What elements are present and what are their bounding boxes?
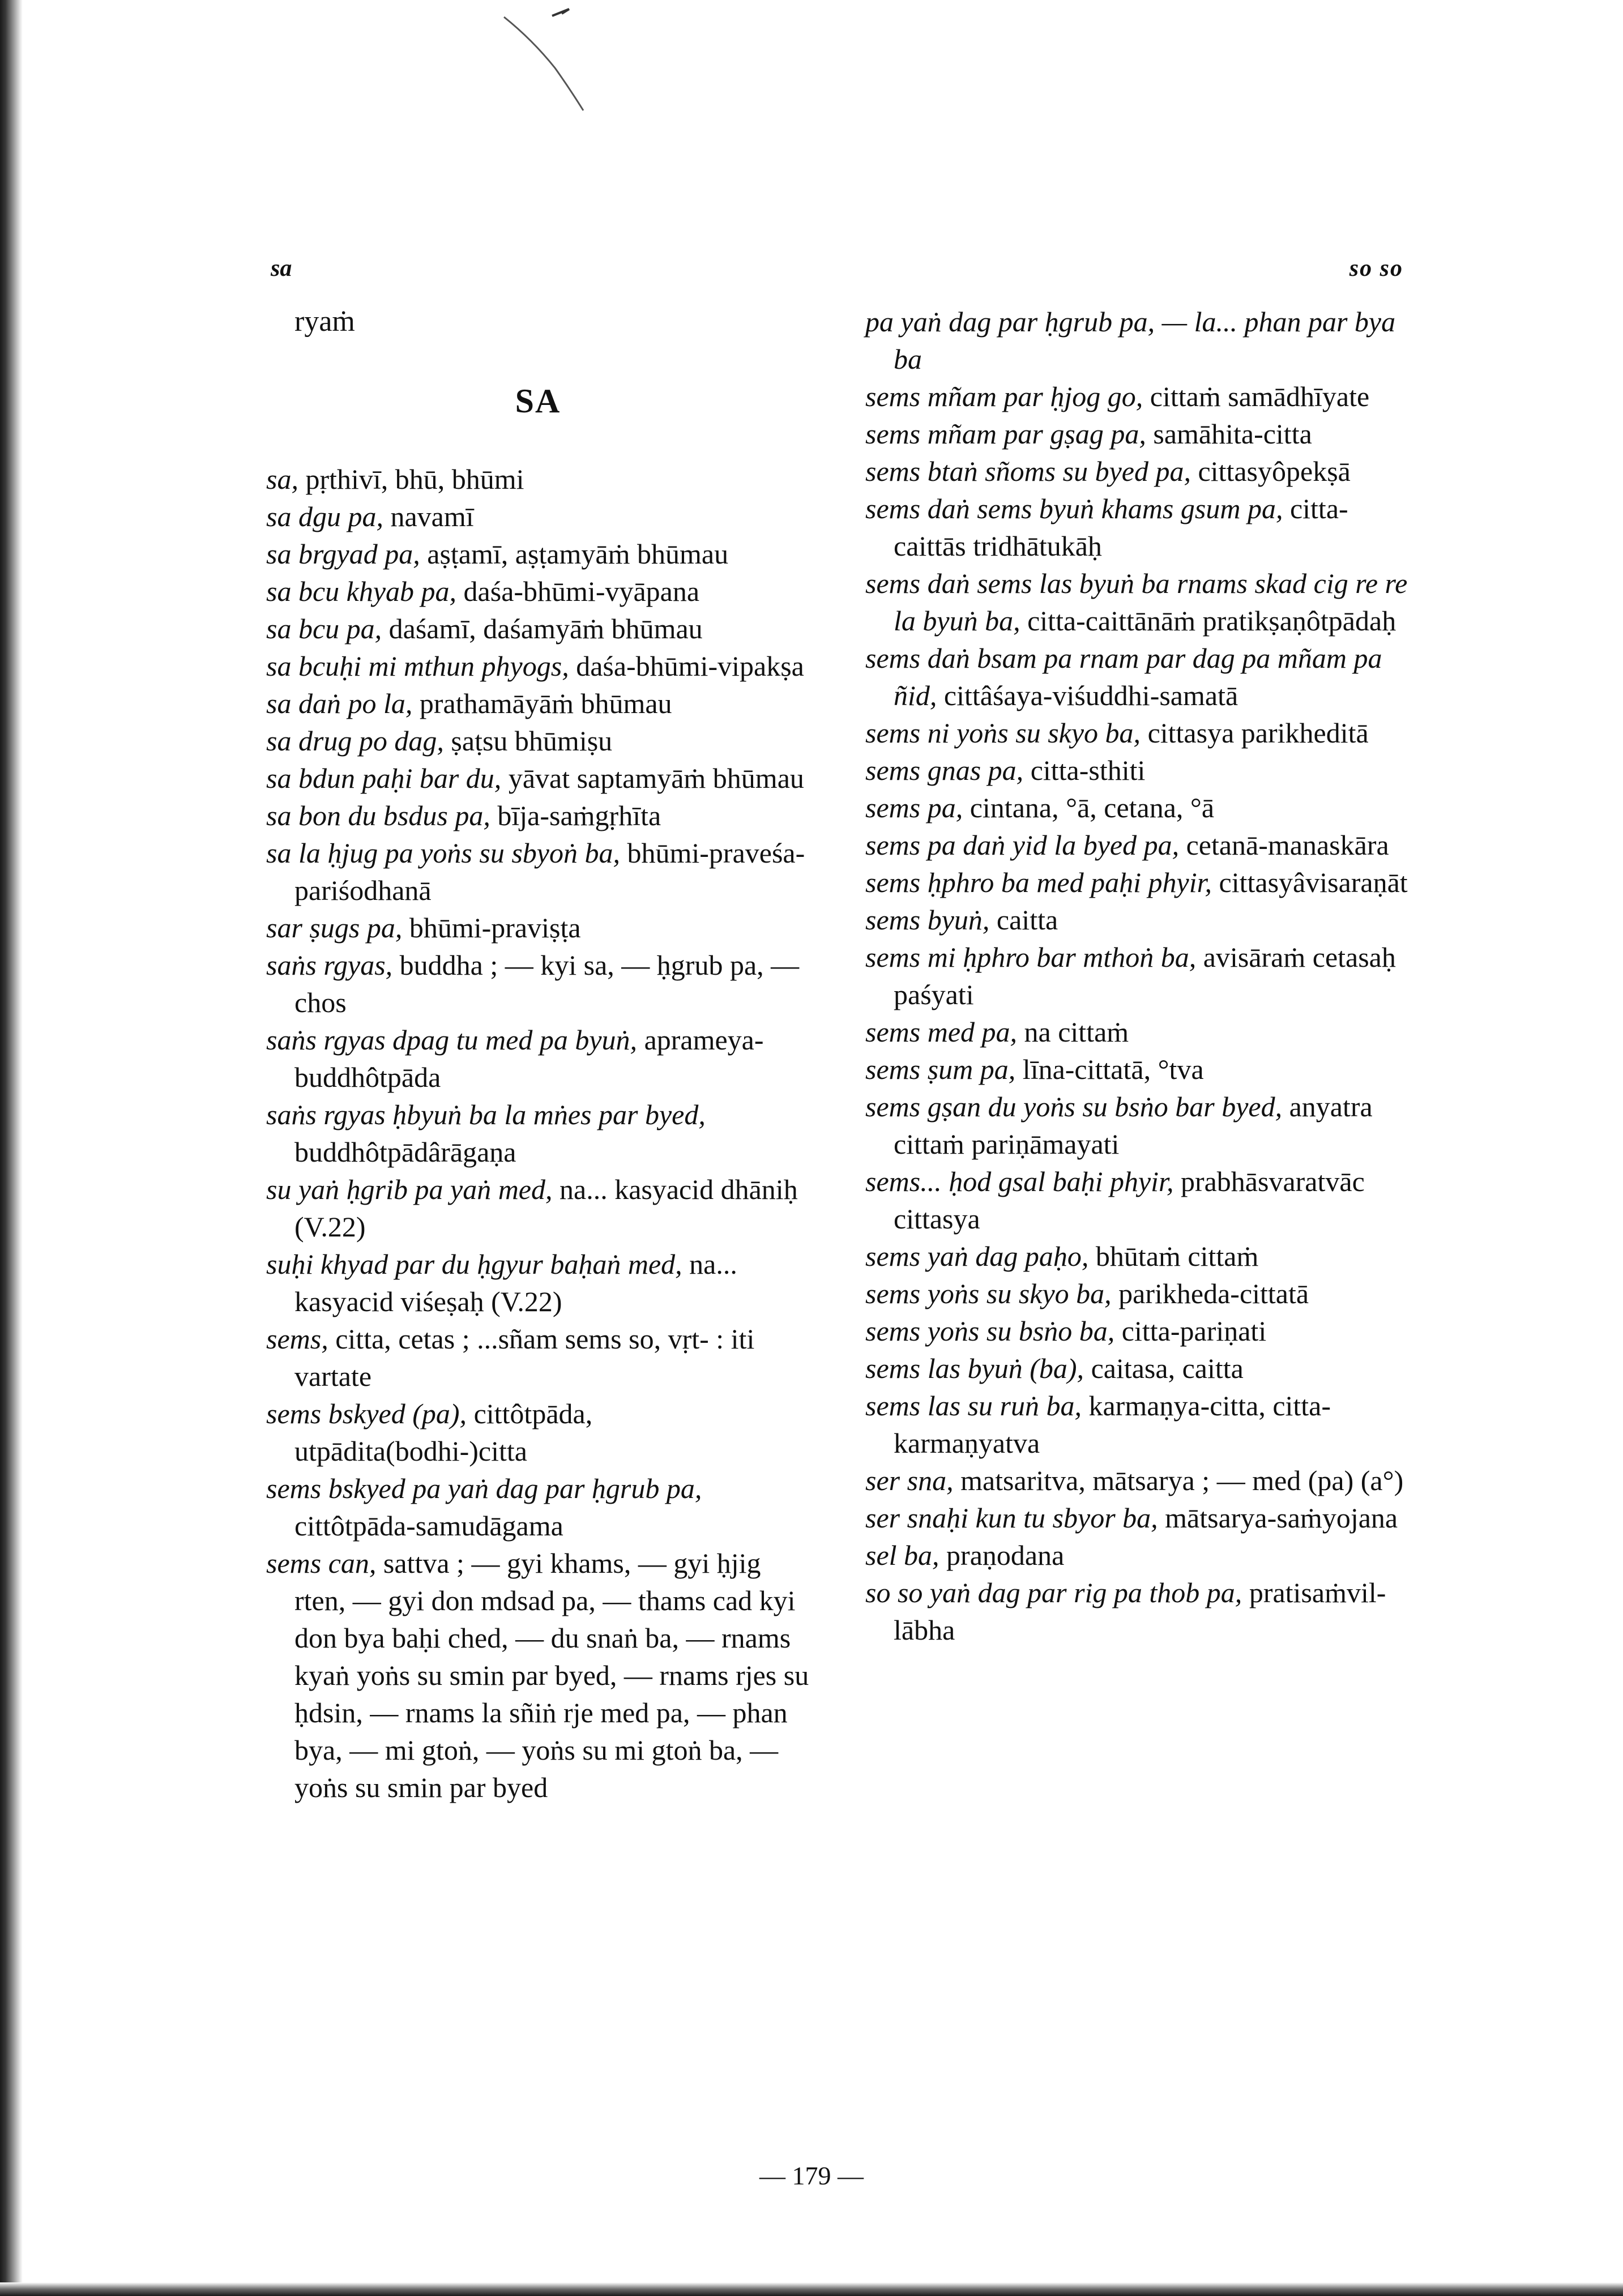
dictionary-entry bbox=[266, 647, 810, 685]
dictionary-entry bbox=[865, 864, 1409, 901]
tibetan-term: ser sna, bbox=[865, 1465, 954, 1496]
left-entry-list bbox=[266, 460, 810, 1806]
tibetan-term: sems med pa, bbox=[865, 1016, 1018, 1048]
sanskrit-equivalent: buddhôtpādârāgaṇa bbox=[294, 1136, 516, 1168]
sanskrit-equivalent: cetanā-manaskāra bbox=[1186, 829, 1389, 861]
tibetan-term: sems gṣan du yoṅs su bsṅo bar byed, bbox=[865, 1091, 1283, 1123]
dictionary-entry bbox=[266, 909, 810, 946]
tibetan-term: sa brgyad pa, bbox=[266, 538, 420, 570]
sanskrit-equivalent: avisāraṁ cetasaḥ paśyati bbox=[894, 941, 1396, 1010]
dictionary-entry bbox=[865, 1387, 1409, 1462]
dictionary-entry bbox=[266, 573, 810, 610]
tibetan-term: ser snaḥi kun tu sbyor ba, bbox=[865, 1502, 1158, 1534]
tibetan-term: sems ṣum pa, bbox=[865, 1053, 1016, 1085]
dictionary-entry bbox=[865, 415, 1409, 453]
running-head-right: so so bbox=[1349, 255, 1403, 281]
dictionary-entry bbox=[865, 1163, 1409, 1237]
sanskrit-equivalent: citta-caittānāṁ pratikṣaṇôtpādaḥ bbox=[1027, 605, 1396, 637]
running-head-left: sa bbox=[271, 255, 292, 281]
scan-edge-left bbox=[0, 0, 23, 2296]
tibetan-term: sems yoṅs su bsṅo ba, bbox=[865, 1315, 1115, 1347]
tibetan-term: so so yaṅ dag par rig pa thob pa, bbox=[865, 1577, 1242, 1608]
sanskrit-equivalent: pratisaṁvil-lābha bbox=[894, 1577, 1386, 1646]
tibetan-term: sa bcu pa, bbox=[266, 613, 382, 645]
dictionary-entry bbox=[266, 722, 810, 759]
tibetan-term: sems ḥphro ba med paḥi phyir, bbox=[865, 867, 1212, 898]
dictionary-entry bbox=[865, 303, 1409, 378]
tibetan-term: sems mñam par ḥjog go, bbox=[865, 381, 1143, 412]
sanskrit-equivalent: daśa-bhūmi-vipakṣa bbox=[576, 650, 804, 682]
dictionary-entry bbox=[266, 1395, 810, 1470]
tibetan-term: sems btaṅ sñoms su byed pa, bbox=[865, 455, 1191, 487]
dictionary-entry bbox=[865, 1537, 1409, 1574]
dictionary-entry bbox=[865, 1574, 1409, 1649]
pencil-mark bbox=[498, 6, 623, 113]
dictionary-entry bbox=[865, 453, 1409, 490]
dictionary-entry bbox=[266, 797, 810, 834]
sanskrit-equivalent: caitta bbox=[996, 904, 1058, 936]
dictionary-entry bbox=[266, 1096, 810, 1171]
tibetan-term: sa drug po dag, bbox=[266, 725, 444, 757]
sanskrit-equivalent: prabhāsvaratvāc cittasya bbox=[894, 1166, 1365, 1235]
dictionary-entry bbox=[865, 1237, 1409, 1275]
tibetan-term: sems yaṅ dag paḥo, bbox=[865, 1240, 1089, 1272]
dictionary-entry bbox=[266, 1470, 810, 1544]
sanskrit-equivalent: cittôtpāda-samudāgama bbox=[294, 1510, 563, 1542]
sanskrit-equivalent: ṣaṭsu bhūmiṣu bbox=[451, 725, 613, 757]
dictionary-entry bbox=[266, 498, 810, 535]
sanskrit-equivalent: cintana, °ā, cetana, °ā bbox=[969, 792, 1215, 823]
sanskrit-equivalent: mātsarya-saṁyojana bbox=[1165, 1502, 1398, 1534]
sanskrit-equivalent: līna-cittatā, °tva bbox=[1022, 1053, 1204, 1085]
dictionary-entry bbox=[266, 1245, 810, 1320]
sanskrit-equivalent: yāvat saptamyāṁ bhūmau bbox=[508, 762, 804, 794]
sanskrit-equivalent: parikheda-cittatā bbox=[1118, 1278, 1309, 1309]
section-heading: SA bbox=[515, 382, 561, 420]
dictionary-entry bbox=[266, 1021, 810, 1096]
tibetan-term: sa bon du bsdus pa, bbox=[266, 800, 490, 831]
dictionary-entry bbox=[266, 610, 810, 647]
dictionary-entry bbox=[266, 1171, 810, 1245]
sanskrit-equivalent: bhūtaṁ cittaṁ bbox=[1095, 1240, 1259, 1272]
sanskrit-equivalent: aprameya-buddhôtpāda bbox=[294, 1024, 764, 1093]
sanskrit-equivalent: daśa-bhūmi-vyāpana bbox=[463, 575, 700, 607]
dictionary-entry bbox=[865, 1499, 1409, 1537]
tibetan-term: sel ba, bbox=[865, 1539, 939, 1571]
sanskrit-equivalent: aṣṭamī, aṣṭamyāṁ bhūmau bbox=[427, 538, 729, 570]
tibetan-term: sa bcu khyab pa, bbox=[266, 575, 457, 607]
sanskrit-equivalent: na... kasyacid dhāniḥ (V.22) bbox=[294, 1173, 798, 1243]
sanskrit-equivalent: bīja-saṁgṛhīta bbox=[497, 800, 661, 831]
sanskrit-equivalent: praṇodana bbox=[946, 1539, 1065, 1571]
sanskrit-equivalent: cittasyâvisaraṇāt bbox=[1219, 867, 1408, 898]
dictionary-entry bbox=[266, 460, 810, 498]
sanskrit-equivalent: cittasya parikheditā bbox=[1147, 717, 1369, 749]
tibetan-term: sa daṅ po la, bbox=[266, 688, 413, 719]
sanskrit-equivalent: navamī bbox=[390, 501, 474, 532]
tibetan-term: su yaṅ ḥgrib pa yaṅ med, bbox=[266, 1173, 553, 1205]
sanskrit-equivalent: samāhita-citta bbox=[1153, 418, 1312, 450]
sanskrit-equivalent: buddha ; — kyi sa, — ḥgrub pa, — chos bbox=[294, 949, 800, 1018]
tibetan-term: pa yaṅ dag par ḥgrub pa, — la... phan par bya ba bbox=[865, 306, 1396, 375]
dictionary-entry bbox=[865, 1051, 1409, 1088]
dictionary-entry bbox=[266, 946, 810, 1021]
dictionary-entry bbox=[266, 535, 810, 573]
scan-edge-bottom bbox=[0, 2282, 1623, 2296]
sanskrit-equivalent: caitasa, caitta bbox=[1091, 1352, 1244, 1384]
dictionary-entry bbox=[865, 565, 1409, 639]
page-number: — 179 — bbox=[759, 2161, 864, 2190]
dictionary-entry bbox=[865, 826, 1409, 864]
dictionary-entry bbox=[865, 938, 1409, 1013]
tibetan-term: sa dgu pa, bbox=[266, 501, 383, 532]
sanskrit-equivalent: anyatra cittaṁ pariṇāmayati bbox=[894, 1091, 1373, 1160]
tibetan-term: sems gnas pa, bbox=[865, 754, 1024, 786]
tibetan-term: sems bskyed pa yaṅ dag par ḥgrub pa, bbox=[266, 1473, 702, 1504]
tibetan-term: sems... ḥod gsal baḥi phyir, bbox=[865, 1166, 1174, 1197]
tibetan-term: sems daṅ sems las byuṅ ba rnams skad cig re re la byuṅ ba, bbox=[865, 567, 1408, 637]
tibetan-term: sems byuṅ, bbox=[865, 904, 990, 936]
tibetan-term: saṅs rgyas dpag tu med pa byuṅ, bbox=[266, 1024, 638, 1056]
left-column bbox=[266, 303, 810, 1806]
sanskrit-equivalent: na... kasyacid viśeṣaḥ (V.22) bbox=[294, 1248, 737, 1317]
dictionary-entry bbox=[865, 1350, 1409, 1387]
sanskrit-equivalent: na cittaṁ bbox=[1024, 1016, 1129, 1048]
dictionary-entry bbox=[865, 1088, 1409, 1163]
tibetan-term: sa bdun paḥi bar du, bbox=[266, 762, 502, 794]
sanskrit-equivalent: daśamī, daśamyāṁ bhūmau bbox=[388, 613, 703, 645]
sanskrit-equivalent: bhūmi-praveśa-pariśodhanā bbox=[294, 837, 805, 906]
dictionary-entry bbox=[865, 1462, 1409, 1499]
dictionary-entry bbox=[266, 1320, 810, 1395]
sanskrit-equivalent: cittôtpāda, utpādita(bodhi-)citta bbox=[294, 1398, 593, 1467]
sanskrit-equivalent: citta, cetas ; ...sñam sems so, vṛt- : iti vartate bbox=[294, 1323, 755, 1392]
right-column bbox=[865, 303, 1409, 1649]
tibetan-term: saṅs rgyas, bbox=[266, 949, 393, 981]
tibetan-term: sa bcuḥi mi mthun phyogs, bbox=[266, 650, 569, 682]
dictionary-entry bbox=[865, 752, 1409, 789]
tibetan-term: sa la ḥjug pa yoṅs su sbyoṅ ba, bbox=[266, 837, 620, 869]
tibetan-term: sems daṅ sems byuṅ khams gsum pa, bbox=[865, 493, 1283, 524]
tibetan-term: sar ṣugs pa, bbox=[266, 912, 403, 944]
tibetan-term: sems mñam par gṣag pa, bbox=[865, 418, 1146, 450]
tibetan-term: sems daṅ bsam pa rnam par dag pa mñam pa ñid, bbox=[865, 642, 1382, 711]
dictionary-entry bbox=[865, 378, 1409, 415]
sanskrit-equivalent: citta-sthiti bbox=[1030, 754, 1146, 786]
sanskrit-equivalent: cittâśaya-viśuddhi-samatā bbox=[943, 680, 1238, 711]
tibetan-term: sems pa, bbox=[865, 792, 963, 823]
tibetan-term: suḥi khyad par du ḥgyur baḥaṅ med, bbox=[266, 1248, 682, 1280]
dictionary-entry bbox=[865, 714, 1409, 752]
dictionary-entry bbox=[865, 789, 1409, 826]
dictionary-entry bbox=[266, 685, 810, 722]
tibetan-term: sems mi ḥphro bar mthoṅ ba, bbox=[865, 941, 1197, 973]
right-entry-list bbox=[865, 303, 1409, 1649]
dictionary-entry bbox=[266, 1544, 810, 1806]
dictionary-entry bbox=[865, 1275, 1409, 1312]
tibetan-term: sems pa daṅ yid la byed pa, bbox=[865, 829, 1180, 861]
dictionary-entry bbox=[865, 490, 1409, 565]
tibetan-term: sems las byuṅ (ba), bbox=[865, 1352, 1084, 1384]
dictionary-entry bbox=[865, 1013, 1409, 1051]
tibetan-term: sa, bbox=[266, 463, 298, 495]
sanskrit-equivalent: bhūmi-praviṣṭa bbox=[409, 912, 581, 944]
sanskrit-equivalent: prathamāyāṁ bhūmau bbox=[419, 688, 672, 719]
sanskrit-equivalent: cittasyôpekṣā bbox=[1198, 455, 1351, 487]
dictionary-entry bbox=[865, 1312, 1409, 1350]
tibetan-term: sems bskyed (pa), bbox=[266, 1398, 467, 1429]
carry-over-text: ryaṁ bbox=[294, 305, 355, 338]
tibetan-term: sems can, bbox=[266, 1547, 377, 1579]
sanskrit-equivalent: matsaritva, mātsarya ; — med (pa) (a°) bbox=[960, 1465, 1404, 1496]
dictionary-entry bbox=[865, 639, 1409, 714]
tibetan-term: sems las su ruṅ ba, bbox=[865, 1390, 1082, 1422]
tibetan-term: saṅs rgyas ḥbyuṅ ba la mṅes par byed, bbox=[266, 1099, 706, 1130]
dictionary-entry bbox=[865, 901, 1409, 938]
tibetan-term: sems yoṅs su skyo ba, bbox=[865, 1278, 1112, 1309]
tibetan-term: sems, bbox=[266, 1323, 328, 1355]
sanskrit-equivalent: cittaṁ samādhīyate bbox=[1150, 381, 1370, 412]
sanskrit-equivalent: citta-pariṇati bbox=[1121, 1315, 1267, 1347]
dictionary-entry bbox=[266, 834, 810, 909]
sanskrit-equivalent: sattva ; — gyi khams, — gyi ḥjig rten, — gyi don mdsad pa, — thams cad kyi don bya baḥi ched, — du snaṅ ba, — rnams kyaṅ yoṅs su smin par byed, — rnams rjes su ḥdsin, — rnams la sñiṅ rje med pa, — phan bya, — mi gtoṅ, — yoṅs su mi gtoṅ ba, — yoṅs su smin par byed bbox=[294, 1547, 809, 1803]
sanskrit-equivalent: pṛthivī, bhū, bhūmi bbox=[305, 463, 524, 495]
dictionary-entry bbox=[266, 759, 810, 797]
tibetan-term: sems ni yoṅs su skyo ba, bbox=[865, 717, 1141, 749]
sanskrit-equivalent: karmaṇya-citta, citta-karmaṇyatva bbox=[894, 1390, 1331, 1459]
sanskrit-equivalent: citta-caittās tridhātukāḥ bbox=[894, 493, 1348, 562]
